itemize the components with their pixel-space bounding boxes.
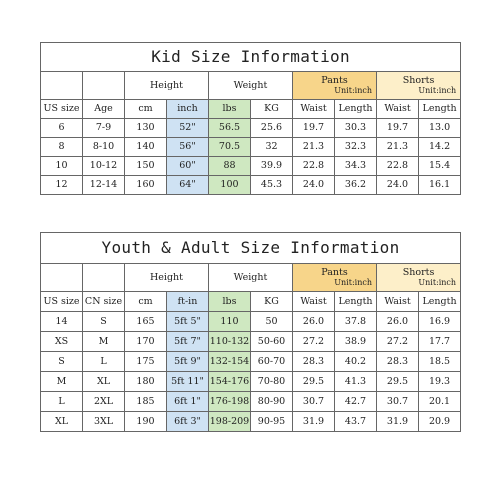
table-cell: 32: [251, 138, 293, 157]
table-cell: 24.0: [293, 176, 335, 195]
table-cell: S: [41, 352, 83, 372]
table-cell: 19.7: [377, 119, 419, 138]
table-cell: 80-90: [251, 392, 293, 412]
table-cell: 70.5: [209, 138, 251, 157]
table-cell: 175: [125, 352, 167, 372]
table-row: [41, 312, 461, 332]
shorts-unit: Unit:inch: [418, 86, 457, 95]
column-header: Length: [335, 292, 377, 312]
kid-weight-header: Weight: [209, 72, 293, 100]
table-cell: 64": [167, 176, 209, 195]
table-cell: 37.8: [335, 312, 377, 332]
table-cell: 29.5: [377, 372, 419, 392]
pants-unit: Unit:inch: [334, 278, 372, 287]
table-cell: 36.2: [335, 176, 377, 195]
column-header: Waist: [293, 100, 335, 119]
column-header: Age: [83, 100, 125, 119]
kid-column-headers: [41, 100, 461, 119]
table-cell: 40.2: [335, 352, 377, 372]
table-cell: 6ft 1": [167, 392, 209, 412]
table-cell: 12-14: [83, 176, 125, 195]
table-cell: 5ft 7": [167, 332, 209, 352]
table-cell: L: [41, 392, 83, 412]
table-cell: 50: [251, 312, 293, 332]
table-row: [41, 412, 461, 432]
table-cell: 20.9: [419, 412, 461, 432]
table-cell: 13.0: [419, 119, 461, 138]
table-cell: 56.5: [209, 119, 251, 138]
table-cell: 32.3: [335, 138, 377, 157]
table-row: [41, 157, 461, 176]
table-cell: 30.7: [377, 392, 419, 412]
table-cell: 154-176: [209, 372, 251, 392]
table-cell: 110-132: [209, 332, 251, 352]
table-row: [41, 372, 461, 392]
table-cell: 18.5: [419, 352, 461, 372]
table-cell: 22.8: [377, 157, 419, 176]
table-cell: 12: [41, 176, 83, 195]
table-cell: 60-70: [251, 352, 293, 372]
adult-shorts-header: [377, 264, 461, 292]
table-cell: 28.3: [293, 352, 335, 372]
column-header: Waist: [293, 292, 335, 312]
pants-unit: Unit:inch: [334, 86, 372, 95]
shorts-label: Shorts: [402, 267, 435, 278]
table-row: [41, 138, 461, 157]
table-cell: 50-60: [251, 332, 293, 352]
table-cell: 3XL: [83, 412, 125, 432]
table-cell: 26.0: [377, 312, 419, 332]
column-header: cm: [125, 100, 167, 119]
table-cell: XS: [41, 332, 83, 352]
table-cell: 24.0: [377, 176, 419, 195]
table-cell: 130: [125, 119, 167, 138]
kid-size-table: [40, 42, 461, 195]
table-row: [41, 392, 461, 412]
table-cell: 20.1: [419, 392, 461, 412]
table-cell: 10-12: [83, 157, 125, 176]
column-header: lbs: [209, 100, 251, 119]
column-header: lbs: [209, 292, 251, 312]
table-cell: 70-80: [251, 372, 293, 392]
table-cell: 10: [41, 157, 83, 176]
table-cell: M: [83, 332, 125, 352]
table-cell: 5ft 11": [167, 372, 209, 392]
table-cell: 29.5: [293, 372, 335, 392]
table-cell: 132-154: [209, 352, 251, 372]
shorts-label: Shorts: [402, 75, 435, 86]
table-cell: 14: [41, 312, 83, 332]
table-cell: 31.9: [293, 412, 335, 432]
column-header: inch: [167, 100, 209, 119]
table-cell: XL: [41, 412, 83, 432]
table-cell: S: [83, 312, 125, 332]
table-cell: 170: [125, 332, 167, 352]
table-cell: 22.8: [293, 157, 335, 176]
table-cell: 19.7: [293, 119, 335, 138]
table-row: [41, 119, 461, 138]
table-cell: 16.9: [419, 312, 461, 332]
table-cell: 27.2: [293, 332, 335, 352]
youth-adult-size-table: [40, 232, 461, 432]
table-cell: 5ft 5": [167, 312, 209, 332]
table-cell: 42.7: [335, 392, 377, 412]
table-cell: 150: [125, 157, 167, 176]
table-row: [41, 332, 461, 352]
column-header: ft-in: [167, 292, 209, 312]
table-cell: 27.2: [377, 332, 419, 352]
table-cell: 110: [209, 312, 251, 332]
table-cell: M: [41, 372, 83, 392]
table-cell: 16.1: [419, 176, 461, 195]
table-cell: 8: [41, 138, 83, 157]
table-cell: 6: [41, 119, 83, 138]
table-cell: 14.2: [419, 138, 461, 157]
table-cell: 56": [167, 138, 209, 157]
kid-shorts-header: [377, 72, 461, 100]
table-cell: 190: [125, 412, 167, 432]
table-cell: 21.3: [377, 138, 419, 157]
table-cell: 60": [167, 157, 209, 176]
table-cell: 19.3: [419, 372, 461, 392]
table-cell: L: [83, 352, 125, 372]
pants-label: Pants: [321, 267, 348, 278]
kid-height-header: Height: [125, 72, 209, 100]
column-header: Waist: [377, 100, 419, 119]
column-header: cm: [125, 292, 167, 312]
table-row: [41, 352, 461, 372]
table-cell: 88: [209, 157, 251, 176]
table-cell: 31.9: [377, 412, 419, 432]
adult-table-title: Youth & Adult Size Information: [41, 233, 461, 264]
kid-pants-header: [293, 72, 377, 100]
kid-table-title: Kid Size Information: [41, 43, 461, 72]
table-cell: 17.7: [419, 332, 461, 352]
table-cell: 43.7: [335, 412, 377, 432]
table-cell: 198-209: [209, 412, 251, 432]
table-cell: 2XL: [83, 392, 125, 412]
table-cell: 160: [125, 176, 167, 195]
column-header: KG: [251, 100, 293, 119]
table-cell: 15.4: [419, 157, 461, 176]
adult-height-header: Height: [125, 264, 209, 292]
column-header: Waist: [377, 292, 419, 312]
table-cell: 39.9: [251, 157, 293, 176]
column-header: US size: [41, 100, 83, 119]
table-cell: 165: [125, 312, 167, 332]
column-header: CN size: [83, 292, 125, 312]
shorts-unit: Unit:inch: [418, 278, 457, 287]
column-header: US size: [41, 292, 83, 312]
table-cell: 30.3: [335, 119, 377, 138]
adult-weight-header: Weight: [209, 264, 293, 292]
table-cell: 25.6: [251, 119, 293, 138]
table-cell: 28.3: [377, 352, 419, 372]
table-cell: 185: [125, 392, 167, 412]
table-cell: 45.3: [251, 176, 293, 195]
table-cell: 176-198: [209, 392, 251, 412]
table-cell: 100: [209, 176, 251, 195]
table-cell: 52": [167, 119, 209, 138]
column-header: Length: [335, 100, 377, 119]
table-cell: 90-95: [251, 412, 293, 432]
table-cell: 34.3: [335, 157, 377, 176]
pants-label: Pants: [321, 75, 348, 86]
table-cell: 5ft 9": [167, 352, 209, 372]
column-header: KG: [251, 292, 293, 312]
table-cell: 41.3: [335, 372, 377, 392]
table-cell: XL: [83, 372, 125, 392]
table-cell: 26.0: [293, 312, 335, 332]
table-cell: 6ft 3": [167, 412, 209, 432]
column-header: Length: [419, 100, 461, 119]
table-cell: 30.7: [293, 392, 335, 412]
table-cell: 38.9: [335, 332, 377, 352]
table-cell: 21.3: [293, 138, 335, 157]
column-header: Length: [419, 292, 461, 312]
table-cell: 7-9: [83, 119, 125, 138]
table-row: [41, 176, 461, 195]
adult-pants-header: [293, 264, 377, 292]
table-cell: 180: [125, 372, 167, 392]
table-cell: 140: [125, 138, 167, 157]
table-cell: 8-10: [83, 138, 125, 157]
adult-column-headers: [41, 292, 461, 312]
